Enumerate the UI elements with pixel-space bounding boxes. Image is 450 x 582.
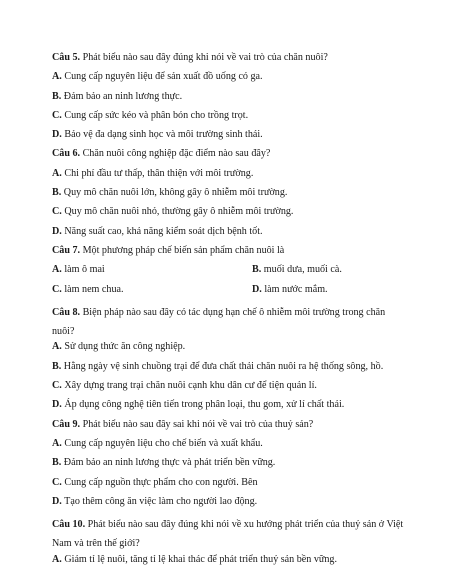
option-text: Tạo thêm công ăn việc làm cho người lao động. <box>64 495 258 507</box>
question-text: Chăn nuôi công nghiệp đặc điểm nào sau đây? <box>82 148 271 160</box>
question-7-option-c <box>52 284 252 303</box>
option-letter: A. <box>52 264 62 276</box>
question-7-options-row-1 <box>52 264 404 283</box>
question-9-option-c <box>52 477 404 496</box>
question-number: Câu 7. <box>52 244 81 256</box>
question-8-option-d <box>52 399 404 418</box>
option-text: Cung cấp nguyên liệu cho chế biến và xuất khẩu. <box>64 437 263 449</box>
option-text: muối dưa, muối cà. <box>263 264 342 276</box>
document-page <box>52 52 404 573</box>
option-text: Áp dụng công nghệ tiên tiến trong phân loại, thu gom, xử lí chất thải. <box>64 399 345 411</box>
option-letter: A. <box>52 71 62 83</box>
option-text: Năng suất cao, khả năng kiểm soát dịch bệnh tốt. <box>64 225 263 237</box>
question-5-option-b <box>52 91 404 110</box>
option-letter: D. <box>52 129 62 141</box>
option-letter: C. <box>52 283 62 295</box>
option-text: Bảo vệ đa dạng sinh học và môi trường sinh thái. <box>64 129 263 141</box>
option-letter: A. <box>52 437 62 449</box>
option-text: Sử dụng thức ăn công nghiệp. <box>64 341 186 353</box>
question-number: Câu 8. <box>52 306 81 318</box>
question-8-option-c <box>52 380 404 399</box>
option-text: Cung cấp nguồn thực phẩm cho con người. Bên <box>64 476 258 488</box>
question-text: Phát biểu nào sau đây đúng khi nói về vai trò của chăn nuôi? <box>82 52 328 63</box>
question-7-option-d <box>252 284 404 303</box>
option-letter: D. <box>252 283 262 295</box>
option-letter: C. <box>52 109 62 121</box>
question-6-option-d <box>52 226 404 245</box>
question-6-option-c <box>52 206 404 225</box>
question-9-option-d <box>52 496 404 515</box>
option-letter: C. <box>52 380 62 392</box>
question-5-option-a <box>52 71 404 90</box>
question-7-option-b <box>252 264 404 283</box>
option-letter: A. <box>52 341 62 353</box>
question-number: Câu 9. <box>52 418 81 430</box>
question-number: Câu 6. <box>52 148 81 160</box>
option-letter: D. <box>52 495 62 507</box>
option-text: Đảm bảo an ninh lương thực và phát triển bền vững. <box>63 457 276 469</box>
option-text: Hằng ngày vệ sinh chuồng trại để đưa chất thải chăn nuôi ra hệ thống sông, hồ. <box>63 360 384 372</box>
question-5-stem <box>52 52 404 71</box>
question-8-option-a <box>52 341 404 360</box>
option-letter: B. <box>52 457 62 469</box>
option-text: Giảm tỉ lệ nuôi, tăng tỉ lệ khai thác để phát triển thuỷ sản bền vững. <box>64 553 337 565</box>
question-number: Câu 10. <box>52 519 86 531</box>
question-7-options-row-2 <box>52 284 404 303</box>
question-text: Một phương pháp chế biến sản phẩm chăn nuôi là <box>82 244 285 256</box>
option-text: Cung cấp nguyên liệu để sản xuất đồ uống có ga. <box>64 71 263 83</box>
option-text: Quy mô chăn nuôi lớn, không gây ô nhiễm môi trường. <box>63 187 288 199</box>
option-text: làm nem chua. <box>64 283 124 295</box>
option-text: làm ô mai <box>64 264 105 276</box>
question-6-option-b <box>52 187 404 206</box>
option-letter: D. <box>52 225 62 237</box>
option-text: Chi phí đầu tư thấp, thân thiện với môi trường. <box>64 167 254 179</box>
question-number: Câu 5. <box>52 52 81 63</box>
question-9-stem <box>52 419 404 438</box>
option-text: Cung cấp sức kéo và phân bón cho trồng trọt. <box>64 109 249 121</box>
question-10-stem <box>52 515 404 554</box>
question-7-stem <box>52 245 404 264</box>
question-8-stem <box>52 303 404 342</box>
option-text: Xây dựng trang trại chăn nuôi cạnh khu dân cư để tiện quản lí. <box>64 380 317 392</box>
option-text: Đảm bảo an ninh lương thực. <box>63 90 183 102</box>
option-letter: C. <box>52 476 62 488</box>
question-10-option-a <box>52 554 404 573</box>
option-letter: B. <box>52 90 62 102</box>
option-letter: B. <box>52 187 62 199</box>
option-letter: B. <box>252 264 262 276</box>
option-letter: D. <box>52 399 62 411</box>
option-letter: C. <box>52 206 62 218</box>
question-6-stem <box>52 148 404 167</box>
question-text: Phát biểu nào sau đây đúng khi nói về xu hướng phát triển của thuỷ sản ở Việt Nam và trên thế giới? <box>52 519 404 550</box>
question-5-option-c <box>52 110 404 129</box>
question-text: Biện pháp nào sau đây có tác dụng hạn chế ô nhiễm môi trường trong chăn nuôi? <box>52 306 386 338</box>
question-6-option-a <box>52 168 404 187</box>
option-letter: A. <box>52 167 62 179</box>
option-text: Quy mô chăn nuôi nhỏ, thường gây ô nhiễm môi trường. <box>64 206 294 218</box>
question-8-option-b <box>52 361 404 380</box>
question-9-option-b <box>52 457 404 476</box>
option-text: làm nước mắm. <box>264 283 328 295</box>
option-letter: B. <box>52 360 62 372</box>
question-text: Phát biểu nào sau đây sai khi nói về vai trò của thuỷ sản? <box>82 418 314 430</box>
question-9-option-a <box>52 438 404 457</box>
question-7-option-a <box>52 264 252 283</box>
option-letter: A. <box>52 553 62 565</box>
question-5-option-d <box>52 129 404 148</box>
